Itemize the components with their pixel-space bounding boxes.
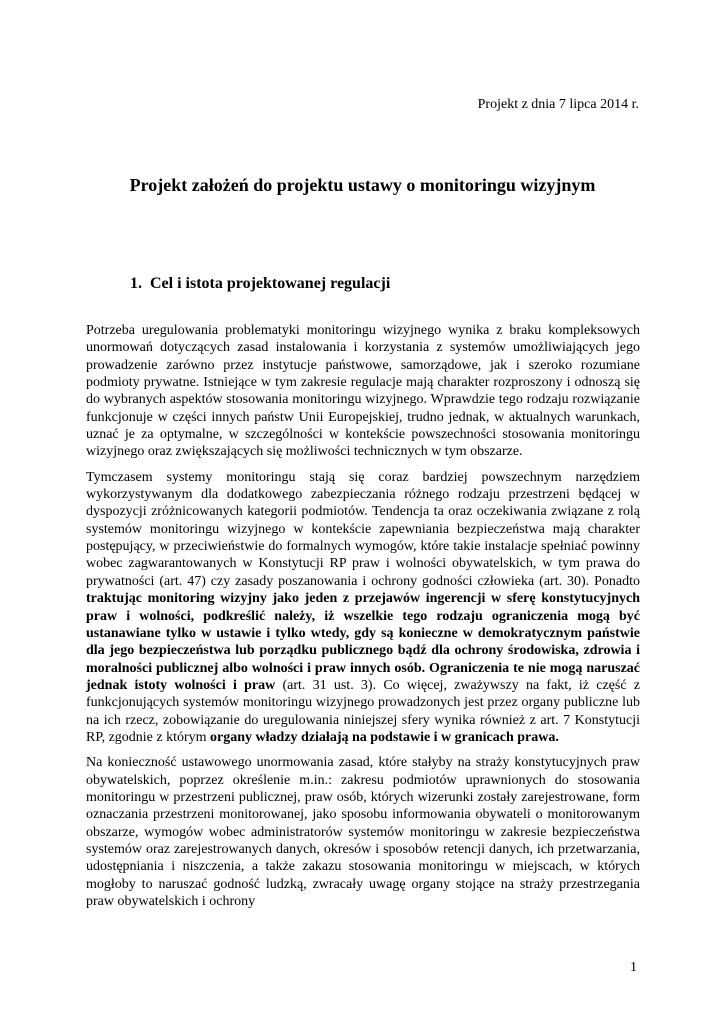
section-number: 1. — [130, 275, 142, 292]
document-title: Projekt założeń do projektu ustawy o monitoringu wizyjnym — [129, 175, 596, 195]
section-title: Cel i istota projektowanej regulacji — [150, 275, 391, 292]
paragraph-text: (art. 31 ust. 3). Co więcej, zważywszy na fakt, iż część z funkcjonujących systemów monitoringu wizyjnego prowadzonych jest przez organy publiczne lub na ich rzecz, zobowiązanie do uregulowania niniejszej sfery wynika również z art. 7 Konstytucji RP, zgodnie z którym — [86, 677, 641, 745]
document-date: Projekt z dnia 7 lipca 2014 r. — [477, 97, 639, 112]
page-number: 1 — [630, 960, 637, 975]
paragraph: Na konieczność ustawowego unormowania zasad, które stałyby na straży konstytucyjnych praw obywatelskich, poprzez określenie m.in.: zakresu podmiotów uprawnionych do stosowania monitoringu w przestrzeni publicznej, praw osób, których wizerunki zostały zarejestrowane, form oznaczania przestrzeni monitorowanej, jako sposobu informowania obywateli o monitorowanym obszarze, wymogów wobec administratorów systemów monitoringu w zakresie bezpieczeństwa systemów oraz zarejestrowanych danych, okresów i sposobów retencji danych, ich przetwarzania, udostępniania i niszczenia, a także zakazu stosowania monitoringu w miejscach, w których mogłoby to naruszać godność ludzką, zwracały uwagę organy stojące na straży przestrzegania praw obywatelskich i ochrony — [86, 755, 640, 909]
section-heading — [130, 274, 390, 294]
paragraph: Potrzeba uregulowania problematyki monitoringu wizyjnego wynika z braku kompleksowych unormowań dotyczących zasad instalowania i korzystania z systemów umożliwiających jego prowadzenie zarówno przez instytucje państwowe, samorządowe, jak i szeroko rozumiane podmioty prywatne. Istniejące w tym zakresie regulacje mają charakter rozproszony i odnoszą się do wybranych aspektów stosowania monitoringu wizyjnego. Wprawdzie tego rodzaju rozwiązanie funkcjonuje w części innych państw Unii Europejskiej, trudno jednak, w aktualnych warunkach, uznać je za optymalne, w szczególności w kontekście powszechności stosowania monitoringu wizyjnego oraz zwiększających się możliwości technicznych w tym obszarze. — [86, 323, 640, 460]
document-body — [86, 322, 640, 918]
paragraph-text: Tymczasem systemy monitoringu stają się coraz bardziej powszechnym narzędziem wykorzystywanym dla dodatkowego zabezpieczania różnego rodzaju przestrzeni będącej w dyspozycji zróżnicowanych kategorii podmiotów. Tendencja ta oraz oczekiwania związane z rolą systemów monitoringu wizyjnego w kontekście zapewniania bezpieczeństwa mają charakter postępujący, w przeciwieństwie do formalnych wymogów, które takie instalacje spełniać powinny wobec zagwarantowanych w Konstytucji RP praw i wolności obywatelskich, w tym prawa do prywatności (art. 47) czy zasady poszanowania i ochrony godności człowieka (art. 30). Ponadto — [86, 469, 640, 589]
paragraph-bold-text: organy władzy działają na podstawie i w granicach prawa. — [210, 729, 559, 745]
paragraph — [86, 469, 640, 747]
paragraph-bold-text: traktując monitoring wizyjny jako jeden z przejawów ingerencji w sferę konstytucyjnych praw i wolności, podkreślić należy, iż wszelkie tego rodzaju ograniczenia mogą być ustanawiane tylko w ustawie i tylko wtedy, gdy są konieczne w demokratycznym państwie dla jego bezpieczeństwa lub porządku publicznego bądź dla ochrony środowiska, zdrowia i moralności publicznej albo wolności i praw innych osób. Ograniczenia te nie mogą naruszać jednak istoty wolności i praw — [86, 591, 640, 693]
